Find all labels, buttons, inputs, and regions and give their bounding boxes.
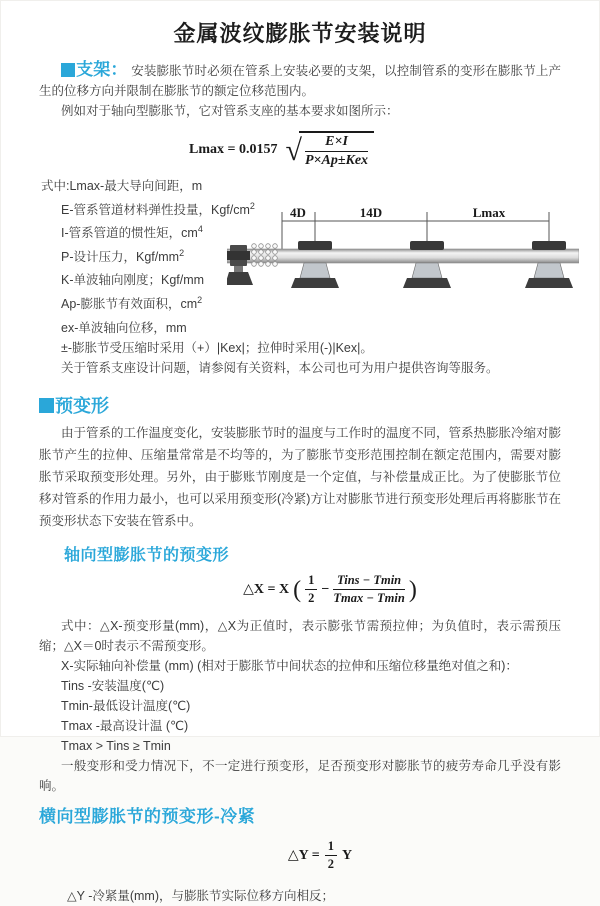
square-root (285, 131, 374, 169)
note-plus-minus: ±-膨胀节受压缩时采用（+）|Kex|；拉伸时采用(-)|Kex|。 (61, 341, 373, 356)
page-title: 金属波纹膨胀节安装说明 (173, 21, 427, 46)
predeform-paragraph: 由于管系的工作温度变化，安装膨胀节时的温度与工作时的温度不同，管系热膨胀冷缩对膨胀节产生的拉伸、压缩量常常是不均等的，为了膨胀节变形范围控制在额定范围内，需要对膨胀节采取预变形处理。另外，由于膨账节刚度是一个定值，与补偿量成正比。为了使膨胀节位移对管系的作用力最小，也可以采用预变形(冷紧)方让对膨胀节进行预变形处理后再将膨胀节在预变形状态下安装在管系中。 (39, 426, 562, 529)
def-p-text: P-设计压力，Kgf/mm (61, 249, 180, 264)
dim-label-14d: 14D (359, 205, 383, 220)
lateral-numerator: 1 (325, 839, 337, 856)
lmax-formula-lhs: Lmax = 0.0157 (189, 142, 278, 157)
def-i-sup: 4 (197, 224, 203, 235)
lateral-half-fraction (325, 839, 337, 872)
lateral-formula-rhs: Y (341, 847, 353, 863)
support-paragraph-2: 例如对于轴向型膨胀节，它对管系支座的基本要求如图所示： (61, 104, 399, 118)
axial-sub-heading: 轴向型膨胀节的预变形 (64, 547, 230, 565)
blue-square-icon (39, 398, 54, 413)
pipe-support-diagram (227, 205, 579, 305)
def-ex-text: ex-单波轴向位移，mm (61, 320, 187, 335)
support-section-heading (61, 60, 128, 79)
def-ap-sup: 2 (197, 295, 203, 306)
right-paren: ) (408, 576, 417, 603)
axial-formula (99, 573, 561, 606)
lateral-formula-lhs: △Y = (287, 848, 320, 864)
lateral-formula (79, 839, 561, 872)
half-numerator: 1 (305, 573, 317, 590)
axial-closing: 一般变形和受力情况下，不一定进行预变形，足否预变形对膨胀节的疲劳寿命几乎没有影响。 (39, 759, 561, 794)
dim-label-lmax: Lmax (472, 205, 506, 220)
def-k-text: K-单波轴向刚度；Kgf/mm (61, 273, 205, 288)
lmax-fraction-numerator: E×I (305, 134, 368, 152)
defs-intro: 式中:Lmax-最大导向间距，m (41, 179, 203, 193)
guide-support-2 (403, 241, 451, 288)
support-heading-label: 支架： (76, 60, 128, 79)
axial-line-inequality: Tmax > Tins ≥ Tmin (61, 739, 171, 754)
lmax-fraction (305, 134, 368, 169)
axial-explain: 式中：△X-预变形量(mm)，△X为正值时，表示膨张节需预拉伸；为负值时，表示需预压缩；△X＝0时表示不需预变形。 (39, 619, 561, 654)
lateral-explain: △Y -冷紧量(mm)，与膨胀节实际位移方向相反； (67, 889, 335, 904)
lateral-denominator: 2 (327, 857, 334, 872)
def-e-text: E-管系管道材料弹性投量，Kgf/cm (61, 202, 250, 217)
predeform-section-heading (39, 392, 561, 418)
dim-label-4d: 4D (290, 205, 306, 220)
def-i-text: I-管系管道的惯性矩，cm (61, 226, 198, 241)
half-fraction (305, 573, 317, 606)
lmax-formula (189, 131, 561, 169)
note-service: 关于管系支座设计问题，请参阅有关资料，本公司也可为用户提供咨询等服务。 (61, 361, 499, 376)
lateral-sub-heading: 横向型膨胀节的预变形-冷紧 (39, 807, 256, 827)
pipe (227, 249, 579, 263)
radical-icon: √ (285, 133, 302, 167)
support-paragraph-1 (39, 60, 561, 101)
left-paren: ( (293, 576, 302, 603)
def-ap-text: Ap-膨胀节有效面积，cm (61, 297, 198, 312)
lmax-fraction-denominator: P×Ap±Kex (304, 153, 369, 168)
axial-line-x: X-实际轴向补偿量 (mm) (相对于膨胀节中间状态的拉伸和压缩位移量绝对值之和)： (61, 659, 518, 674)
def-e-sup: 2 (249, 200, 255, 211)
axial-line-tmin: Tmin-最低设计温度(℃) (61, 699, 191, 714)
document-page (1, 1, 599, 906)
minus-sign: − (321, 581, 330, 597)
half-denominator: 2 (308, 591, 315, 606)
blue-square-icon (61, 63, 75, 77)
axial-formula-lhs: △X = X (243, 582, 290, 598)
axial-line-tmax: Tmax -最高设计温 (℃) (61, 719, 189, 734)
def-line-ex (61, 315, 561, 339)
temp-numerator: Tins − Tmin (333, 573, 404, 590)
temp-denominator: Tmax − Tmin (333, 591, 405, 606)
guide-support-3 (525, 241, 573, 288)
temperature-fraction (333, 573, 404, 606)
def-p-sup: 2 (179, 247, 185, 258)
predeform-heading-label: 预变形 (55, 396, 109, 417)
axial-line-tins: Tins -安装温度(℃) (61, 679, 165, 694)
definitions-and-diagram (39, 177, 561, 338)
radicand (299, 131, 374, 169)
guide-support-1 (291, 241, 339, 288)
anchor-support (227, 245, 253, 285)
support-paragraph-1-text: 安装膨胀节时必须在管系上安装必要的支架，以控制管系的变形在膨胀节上产生的位移方向并限制在膨胀节的额定位移范围内。 (39, 64, 561, 98)
